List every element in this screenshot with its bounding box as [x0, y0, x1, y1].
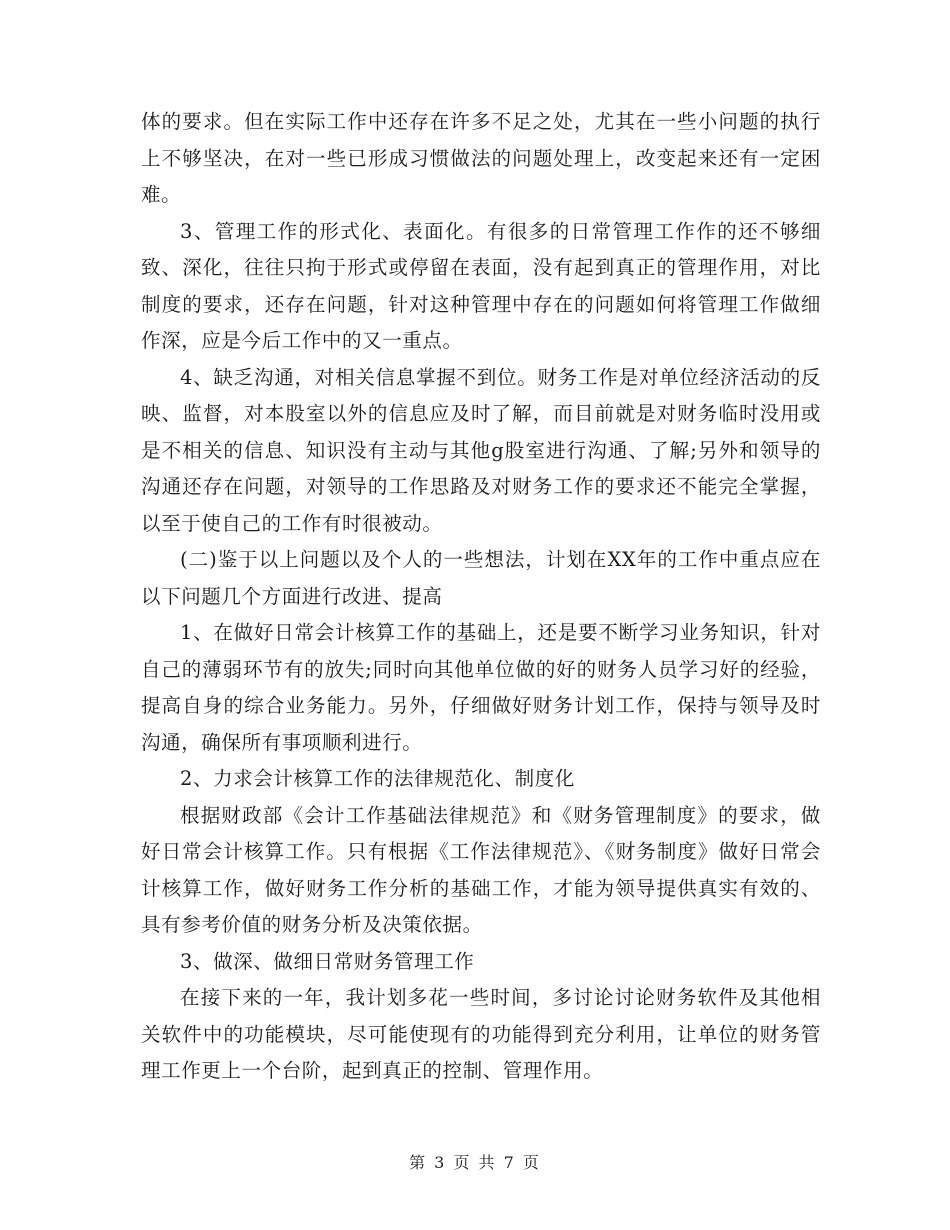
paragraph-6: 2、力求会计核算工作的法律规范化、制度化: [180, 767, 575, 790]
paragraph-7: 根据财政部《会计工作基础法律规范》和《财务管理制度》的要求，做好日常会计核算工作。只有根据《工作法律规范》、《财务制度》做好日常会计核算工作，做好财务工作分析的基础工作，才能为领导提供真实有效的、具有参考价值的财务分析及决策依据。: [141, 803, 821, 936]
paragraph-2: 3、管理工作的形式化、表面化。有很多的日常管理工作作的还不够细致、深化，往往只拘于形式或停留在表面，没有起到真正的管理作用，对比制度的要求，还存在问题，针对这种管理中存在的问题如何将管理工作做细作深，应是今后工作中的又一重点。: [141, 219, 821, 352]
paragraph-5: 1、在做好日常会计核算工作的基础上，还是要不断学习业务知识，针对自己的薄弱环节有的放失;同时向其他单位做的好的财务人员学习好的经验，提高自身的综合业务能力。另外，仔细做好财务计划工作，保持与领导及时沟通，确保所有事项顺利进行。: [141, 621, 821, 754]
paragraph-3: 4、缺乏沟通，对相关信息掌握不到位。财务工作是对单位经济活动的反映、监督，对本股室以外的信息应及时了解，而目前就是对财务临时没用或是不相关的信息、知识没有主动与其他g股室进行沟通、了解;另外和领导的沟通还存在问题，对领导的工作思路及对财务工作的要求还不能完全掌握，以至于使自己的工作有时很被动。: [141, 365, 821, 535]
paragraph-9: 在接下来的一年，我计划多花一些时间，多讨论讨论财务软件及其他相关软件中的功能模块，尽可能使现有的功能得到充分利用，让单位的财务管理工作更上一个台阶，起到真正的控制、管理作用。: [141, 986, 821, 1082]
document-body: [141, 104, 821, 1090]
paragraph-4: (二)鉴于以上问题以及个人的一些想法，计划在XX年的工作中重点应在以下问题几个方面进行改进、提高: [141, 548, 821, 608]
paragraph-1: 体的要求。但在实际工作中还存在许多不足之处，尤其在一些小问题的执行上不够坚决，在对一些已形成习惯做法的问题处理上，改变起来还有一定困难。: [141, 110, 821, 206]
page-number-footer: 第 3 页 共 7 页: [409, 1153, 541, 1172]
paragraph-8: 3、做深、做细日常财务管理工作: [180, 949, 475, 973]
